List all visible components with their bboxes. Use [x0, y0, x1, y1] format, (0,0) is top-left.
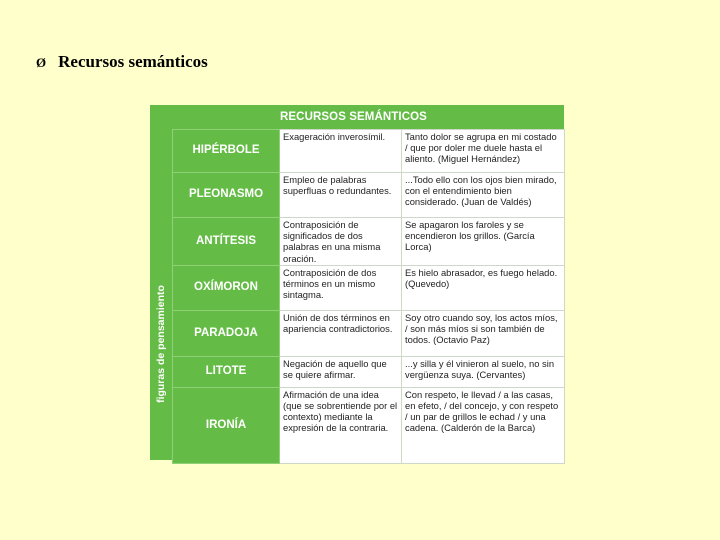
slide-title-row: [36, 52, 208, 72]
semantic-resources-table-image: [150, 105, 564, 460]
table-row: [173, 130, 565, 173]
definition-cell: Contraposición de dos términos en un mismo sintagma.: [280, 265, 402, 310]
term-cell: LITOTE: [173, 356, 280, 387]
definition-cell: Unión de dos términos en apariencia contradictorios.: [280, 310, 402, 356]
term-cell: OXÍMORON: [173, 265, 280, 310]
example-cell: ...Todo ello con los ojos bien mirado, con el entendimiento bien considerado. (Juan de Valdés): [402, 173, 565, 218]
definition-cell: Negación de aquello que se quiere afirmar.: [280, 356, 402, 387]
side-label-text: figuras de pensamiento: [155, 285, 167, 403]
table-row: [173, 310, 565, 356]
example-cell: Es hielo abrasador, es fuego helado. (Quevedo): [402, 265, 565, 310]
term-cell: ANTÍTESIS: [173, 218, 280, 266]
slide-title: Recursos semánticos: [58, 52, 208, 71]
term-cell: PLEONASMO: [173, 173, 280, 218]
example-cell: ...y silla y él vinieron al suelo, no sin vergüenza suya. (Cervantes): [402, 356, 565, 387]
example-cell: Tanto dolor se agrupa en mi costado / que por doler me duele hasta el aliento. (Miguel Hernández): [402, 130, 565, 173]
definition-cell: Empleo de palabras superfluas o redundantes.: [280, 173, 402, 218]
term-cell: IRONÍA: [173, 387, 280, 463]
semantic-resources-table: [172, 129, 565, 464]
definition-cell: Contraposición de significados de dos palabras en una misma oración.: [280, 218, 402, 266]
table-row: [173, 173, 565, 218]
table-row: [173, 356, 565, 387]
example-cell: Soy otro cuando soy, los actos míos, / son más míos si son también de todos. (Octavio Paz): [402, 310, 565, 356]
arrow-bullet-icon: Ø: [36, 54, 47, 70]
definition-cell: Afirmación de una idea (que se sobrentiende por el contexto) mediante la expresión de la contraria.: [280, 387, 402, 463]
table-row: [173, 265, 565, 310]
term-cell: PARADOJA: [173, 310, 280, 356]
table-row: [173, 218, 565, 266]
table-header-title: RECURSOS SEMÁNTICOS: [280, 111, 427, 123]
table-row: [173, 387, 565, 463]
term-cell: HIPÉRBOLE: [173, 130, 280, 173]
side-label-column: [150, 129, 172, 460]
example-cell: Con respeto, le llevad / a las casas, en efeto, / del concejo, y con respeto / un par de grillos le echad / y una cadena. (Calderón de la Barca): [402, 387, 565, 463]
example-cell: Se apagaron los faroles y se encendieron los grillos. (García Lorca): [402, 218, 565, 266]
definition-cell: Exageración inverosímil.: [280, 130, 402, 173]
table-header: [150, 105, 564, 129]
